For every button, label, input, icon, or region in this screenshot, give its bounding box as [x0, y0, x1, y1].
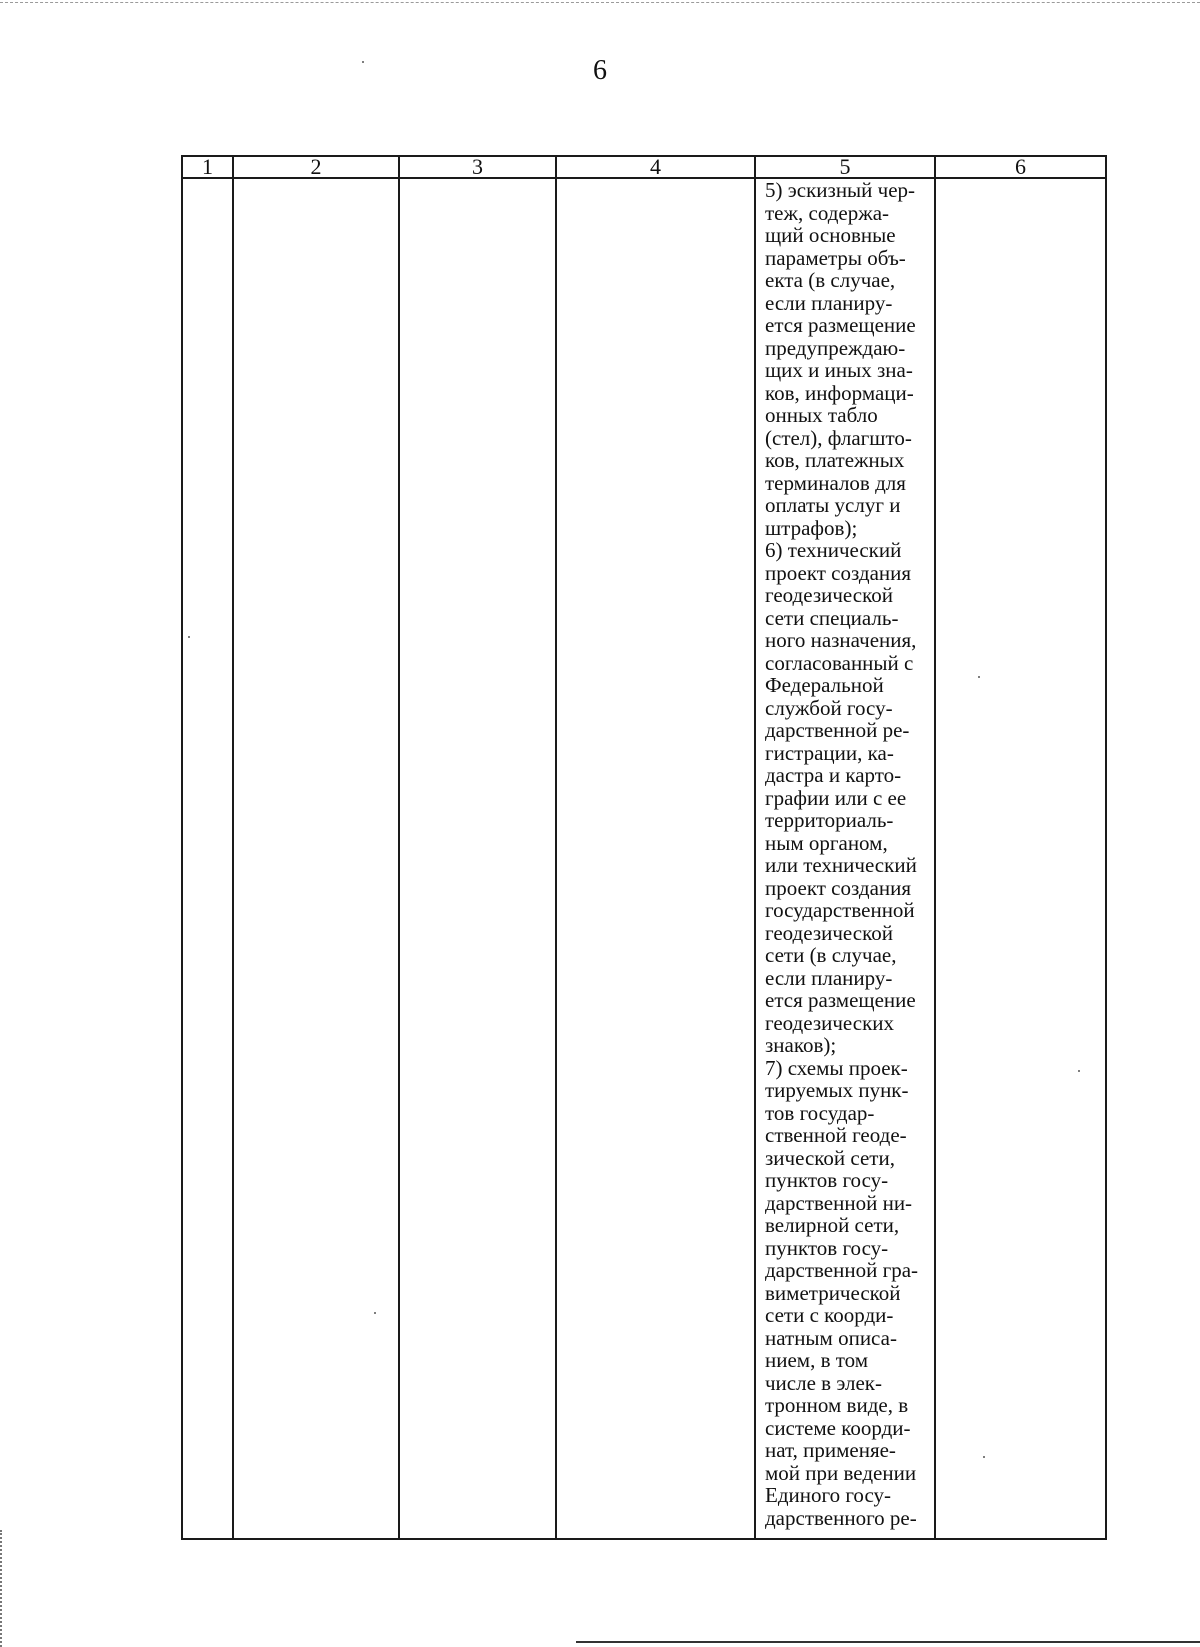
scan-left-edge-marks: [0, 1530, 4, 1647]
column-header-1: 1: [182, 156, 233, 178]
table-cell-col2: [233, 178, 399, 1539]
document-table: [181, 155, 1107, 1540]
scan-speck: [983, 1456, 985, 1458]
scan-speck: [188, 636, 190, 638]
column-header-4: 4: [556, 156, 755, 178]
table-cell-col1: [182, 178, 233, 1539]
table-header-row: [182, 156, 1106, 178]
scan-top-edge-line: [0, 2, 1200, 3]
table-cell-col4: [556, 178, 755, 1539]
scan-speck: [362, 61, 364, 63]
table-row: [182, 178, 1106, 1539]
column-header-6: 6: [935, 156, 1106, 178]
page-number: 6: [593, 55, 607, 86]
scan-speck: [374, 1312, 376, 1314]
table-cell-col6: [935, 178, 1106, 1539]
table-cell-col5: [755, 178, 935, 1539]
column-header-5: 5: [755, 156, 935, 178]
scan-speck: [978, 676, 980, 678]
documents-list-text: 5) эскизный чер- теж, содержа- щий основные параметры объ- екта (в случае, если планиру- ется размещение предупреждаю- щих и иных зна- ков, информаци- онных табло (стел), флагшто- ков, платежных терминалов для оплаты услуг и штрафов); 6) технический проект создания геодезической сети специаль- ного назначения, согласованный с Федеральной службой госу- дарственной ре- гистрации, ка- дастра и карто- графии или с ее территориаль- ным органом, или технический проект создания государственной геодезической сети (в случае, если планиру- ется размещение геодезических знаков); 7) схемы проек- тируемых пунк- тов государ- ственной геоде- зической сети, пунктов госу- дарственной ни- велирной сети, пунктов госу- дарственной гра- виметрической сети с коорди- натным описа- нием, в том числе в элек- тронном виде, в системе коорди- нат, применяе- мой при ведении Единого госу- дарственного ре-: [765, 178, 919, 1530]
table-cell-col3: [399, 178, 556, 1539]
scan-bottom-edge-line: [576, 1641, 1200, 1643]
scan-speck: [1078, 1070, 1080, 1072]
column-header-2: 2: [233, 156, 399, 178]
column-header-3: 3: [399, 156, 556, 178]
